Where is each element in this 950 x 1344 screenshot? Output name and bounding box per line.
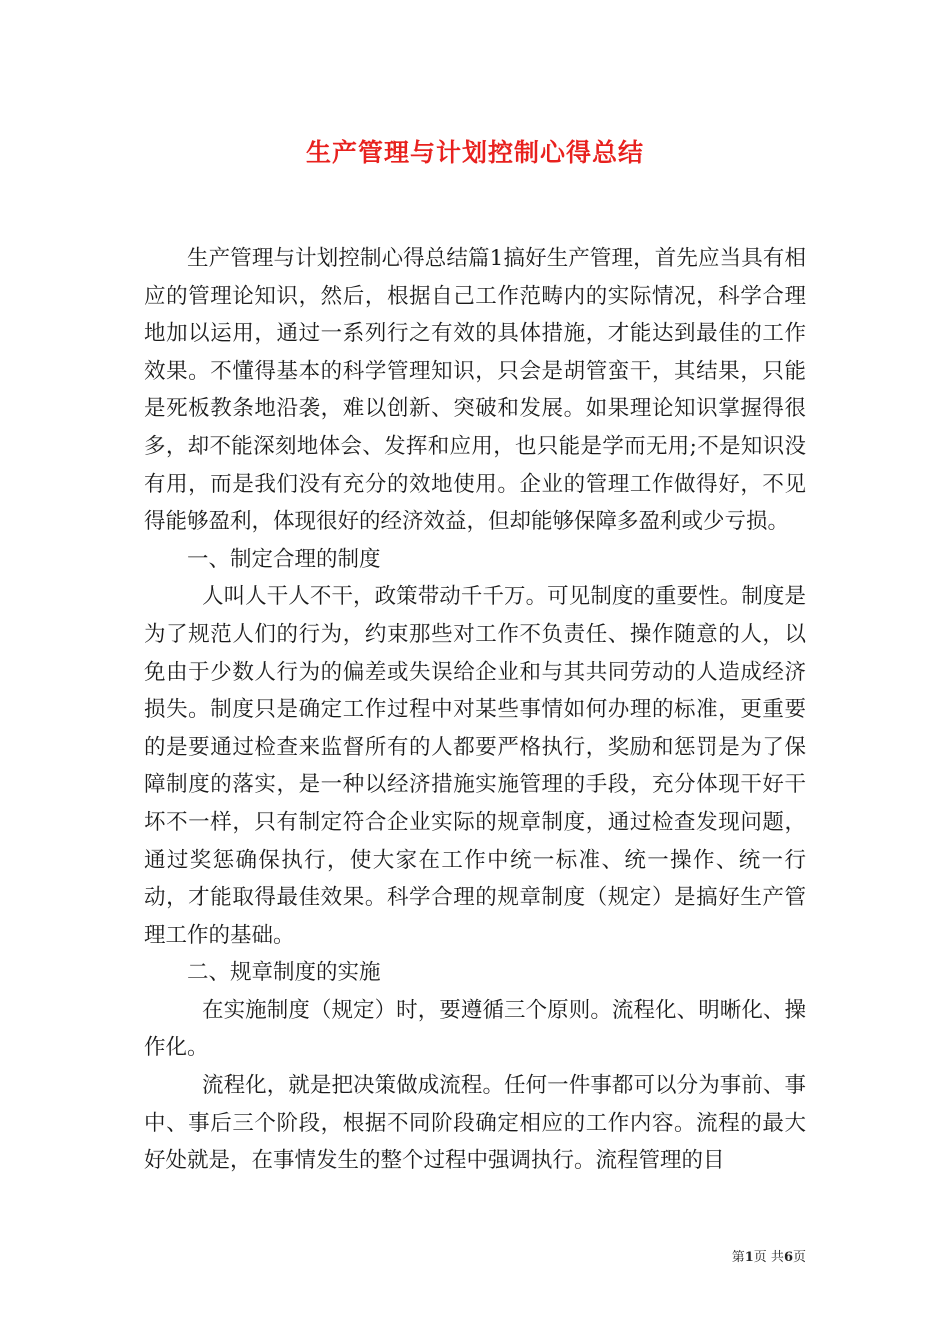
- document-title: 生产管理与计划控制心得总结: [305, 138, 644, 167]
- footer-suffix: 页: [792, 1250, 806, 1265]
- footer-total-pages: 6: [783, 1250, 793, 1265]
- paragraph-section-1: 人叫人干人不干，政策带动千千万。可见制度的重要性。制度是为了规范人们的行为，约束那些对工作不负责任、操作随意的人，以免由于少数人行为的偏差或失误给企业和与其共同劳动的人造成经济损失。制度只是确定工作过程中对某些事情如何办理的标准，更重要的是要通过检查来监督所有的人都要严格执行，奖励和惩罚是为了保障制度的落实，是一种以经济措施实施管理的手段，充分体现干好干坏不一样，只有制定符合企业实际的规章制度，通过检查发现问题，通过奖惩确保执行，使大家在工作中统一标准、统一操作、统一行动，才能取得最佳效果。科学合理的规章制度（规定）是搞好生产管理工作的基础。: [144, 584, 806, 948]
- paragraph-process: 流程化，就是把决策做成流程。任何一件事都可以分为事前、事中、事后三个阶段，根据不同阶段确定相应的工作内容。流程的最大好处就是，在事情发生的整个过程中强调执行。流程管理的目: [144, 1073, 806, 1174]
- document-body: [144, 240, 806, 1180]
- paragraph-intro: 生产管理与计划控制心得总结篇1搞好生产管理，首先应当具有相应的管理论知识，然后，根据自己工作范畴内的实际情况，科学合理地加以运用，通过一系列行之有效的具体措施，才能达到最佳的工作效果。不懂得基本的科学管理知识，只会是胡管蛮干，其结果，只能是死板教条地沿袭，难以创新、突破和发展。如果理论知识掌握得很多，却不能深刻地体会、发挥和应用，也只能是学而无用;不是知识没有用，而是我们没有充分的效地使用。企业的管理工作做得好，不见得能够盈利，体现很好的经济效益，但却能够保障多盈利或少亏损。: [144, 246, 806, 535]
- paragraph-principles: 在实施制度（规定）时，要遵循三个原则。流程化、明晰化、操作化。: [144, 997, 806, 1061]
- page-number-footer: [732, 1246, 806, 1265]
- footer-current-page: 1: [744, 1250, 754, 1265]
- footer-prefix: 第: [731, 1250, 745, 1265]
- footer-middle: 页 共: [753, 1250, 784, 1265]
- section-heading-2: 二、规章制度的实施: [187, 960, 381, 986]
- section-heading-1: 一、制定合理的制度: [187, 546, 381, 572]
